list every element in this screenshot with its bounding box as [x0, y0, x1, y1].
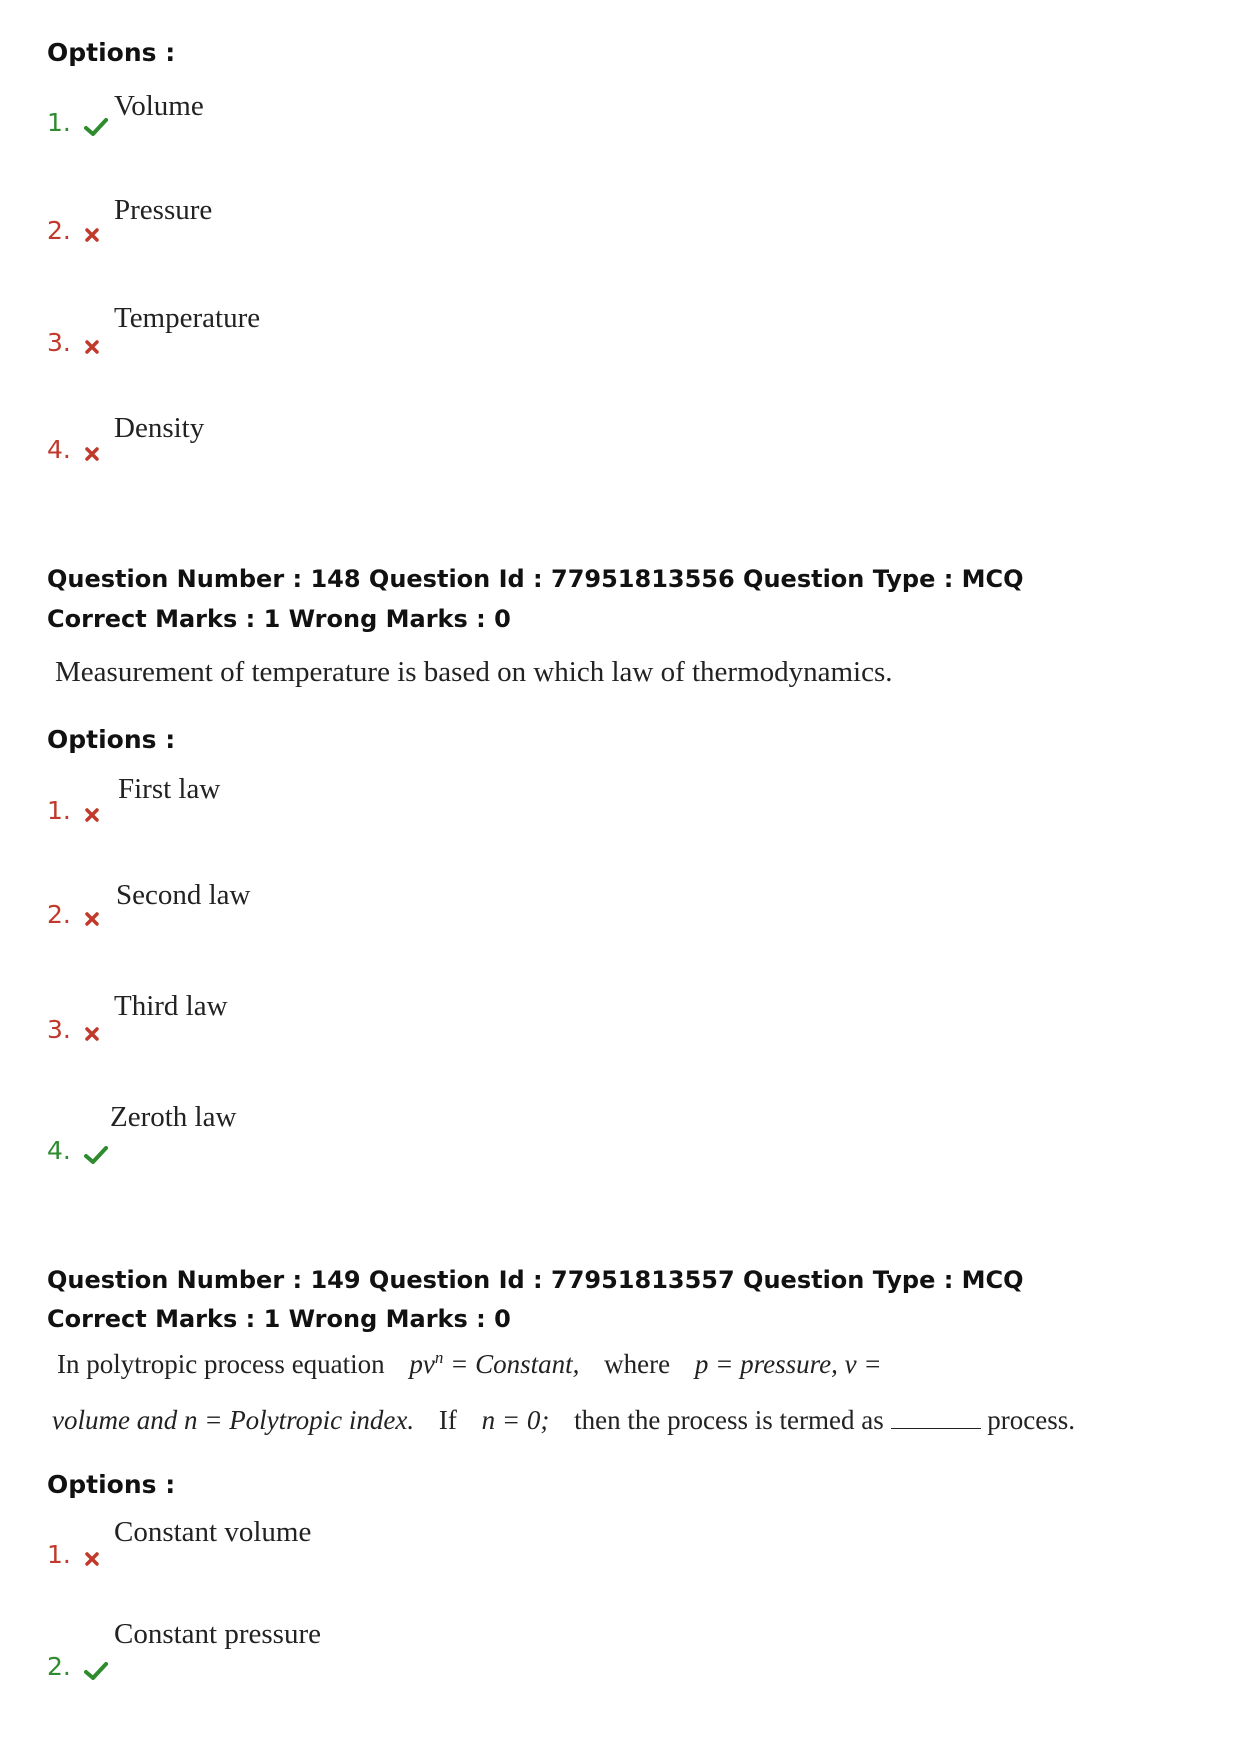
text-segment: In polytropic process equation — [57, 1349, 385, 1379]
math-base: pv — [409, 1349, 435, 1379]
option-number: 1. — [47, 1540, 71, 1569]
options-label: Options : — [47, 1470, 176, 1499]
cross-icon — [84, 339, 100, 355]
option-text: Temperature — [114, 302, 261, 334]
option-text: Third law — [114, 990, 228, 1022]
text-segment: then the process is termed as — [574, 1405, 884, 1435]
text-segment: where — [604, 1349, 671, 1379]
options-label: Options : — [47, 38, 176, 67]
answer-blank — [891, 1406, 981, 1429]
option-text: Constant pressure — [114, 1618, 321, 1650]
option-number-row — [47, 1540, 100, 1569]
option-number-row — [47, 108, 108, 137]
option-number: 2. — [47, 216, 71, 245]
option-number: 4. — [47, 1136, 71, 1165]
cross-icon — [84, 807, 100, 823]
option-text: Constant volume — [114, 1516, 312, 1548]
check-icon — [84, 1661, 108, 1681]
question-header: Question Number : 149 Question Id : 77951813557 Question Type : MCQ — [47, 1266, 1024, 1294]
math-pv — [409, 1349, 443, 1379]
question-marks: Correct Marks : 1 Wrong Marks : 0 — [47, 605, 511, 633]
option-number-row — [47, 1136, 108, 1165]
text-segment: If — [438, 1405, 457, 1435]
option-text: Zeroth law — [110, 1101, 237, 1133]
option-number: 3. — [47, 328, 71, 357]
cross-icon — [84, 446, 100, 462]
cross-icon — [84, 1551, 100, 1567]
question-marks: Correct Marks : 1 Wrong Marks : 0 — [47, 1305, 511, 1333]
question-header: Question Number : 148 Question Id : 77951813556 Question Type : MCQ — [47, 565, 1024, 593]
option-number-row — [47, 796, 100, 825]
option-number: 1. — [47, 796, 71, 825]
option-text: Pressure — [114, 194, 213, 226]
option-number: 1. — [47, 108, 71, 137]
cross-icon — [84, 911, 100, 927]
option-number: 4. — [47, 435, 71, 464]
question-text: Measurement of temperature is based on which law of thermodynamics. — [55, 656, 893, 688]
option-number-row — [47, 900, 100, 929]
check-icon — [84, 117, 108, 137]
cross-icon — [84, 227, 100, 243]
option-number-row — [47, 1015, 100, 1044]
option-number-row — [47, 1652, 108, 1681]
question-text-line-2 — [52, 1405, 1075, 1436]
option-number-row — [47, 328, 100, 357]
question-text-line-1 — [57, 1348, 882, 1380]
option-number: 2. — [47, 900, 71, 929]
option-number: 2. — [47, 1652, 71, 1681]
option-number: 3. — [47, 1015, 71, 1044]
cross-icon — [84, 1026, 100, 1042]
option-number-row — [47, 435, 100, 464]
option-text: First law — [118, 773, 221, 805]
math-definition: p = pressure, v = — [694, 1349, 882, 1379]
options-label: Options : — [47, 725, 176, 754]
option-text: Second law — [116, 879, 251, 911]
text-segment: process. — [987, 1405, 1075, 1435]
option-number-row — [47, 216, 100, 245]
math-condition: n = 0; — [481, 1405, 550, 1435]
math-definition: volume and n = Polytropic index. — [52, 1405, 415, 1435]
check-icon — [84, 1145, 108, 1165]
math-constant: = Constant, — [450, 1349, 580, 1379]
math-exponent: n — [434, 1348, 444, 1367]
option-text: Density — [114, 412, 205, 444]
option-text: Volume — [114, 90, 204, 122]
